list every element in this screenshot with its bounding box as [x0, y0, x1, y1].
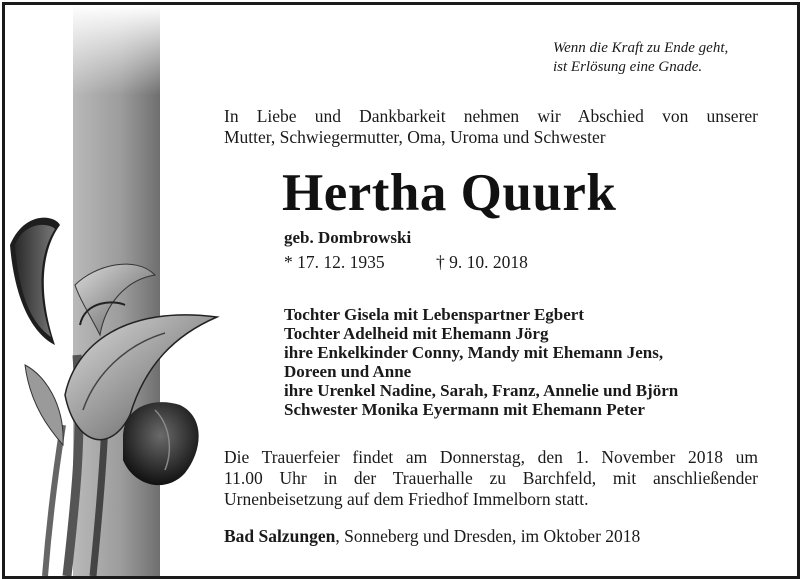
motto-line-2: ist Erlösung eine Gnade. [553, 59, 703, 75]
motto [553, 39, 728, 77]
band-top-fade [73, 5, 160, 95]
place-and-date [224, 526, 640, 547]
intro-text [224, 106, 758, 148]
mourner-line: Tochter Gisela mit Lebenspartner Egbert [284, 305, 584, 324]
mourner-line: Doreen und Anne [284, 362, 412, 381]
intro-line-1: In Liebe und Dankbarkeit nehmen wir Abschied von unserer [224, 106, 758, 126]
place-rest: , Sonneberg und Dresden, im Oktober 2018 [335, 526, 641, 546]
service-line-2: 11.00 Uhr in der Trauerhalle zu Barchfeld, mit anschließender [224, 468, 758, 488]
intro-line-2: Mutter, Schwiegermutter, Oma, Uroma und Schwester [224, 127, 606, 147]
mourners-list [284, 305, 678, 419]
obituary-card [2, 2, 800, 579]
mourner-line: ihre Urenkel Nadine, Sarah, Franz, Annelie und Björn [284, 381, 679, 400]
service-line-3: Urnenbeisetzung auf dem Friedhof Immelborn statt. [224, 489, 589, 509]
calla-lily-illustration [5, 205, 235, 576]
motto-line-1: Wenn die Kraft zu Ende geht, [553, 40, 729, 56]
born-name: geb. Dombrowski [284, 228, 412, 247]
deceased-name: Hertha Quurk [282, 164, 617, 222]
funeral-service-text [224, 447, 758, 510]
birth-date: * 17. 12. 1935 [284, 252, 385, 272]
place-city: Bad Salzungen [224, 526, 336, 546]
service-line-1: Die Trauerfeier findet am Donnerstag, den 1. November 2018 um [224, 447, 758, 467]
mourner-line: Tochter Adelheid mit Ehemann Jörg [284, 324, 549, 343]
life-dates [284, 252, 528, 273]
mourner-line: ihre Enkelkinder Conny, Mandy mit Ehemann Jens, [284, 343, 664, 362]
mourner-line: Schwester Monika Eyermann mit Ehemann Peter [284, 400, 645, 419]
death-date: † 9. 10. 2018 [436, 252, 528, 272]
